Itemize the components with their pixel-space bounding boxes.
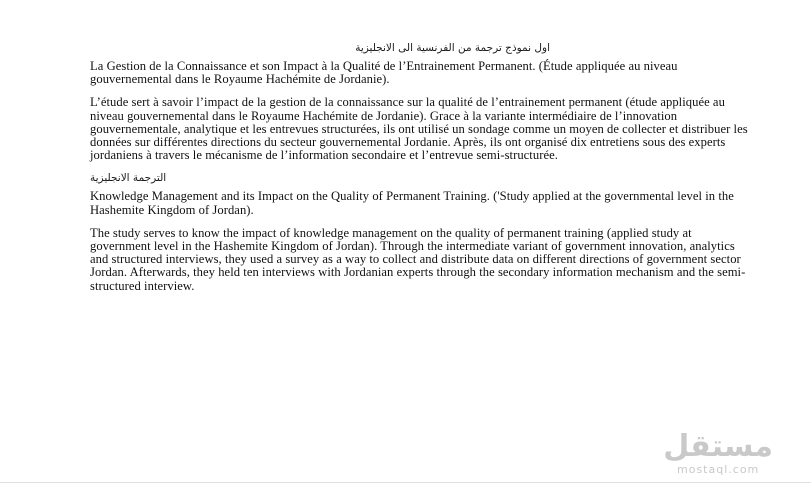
french-title: La Gestion de la Connaissance et son Impact à la Qualité de l’Entrainement Permanent. (Étude appliquée au niveau gouvernemental dans le Royaume Hachémite de Jordanie). [90,59,678,87]
translation-label [90,172,750,184]
watermark-brand-arabic: مستقل [663,429,773,464]
english-title: Knowledge Management and its Impact on the Quality of Permanent Training. ('Study applied at the governmental level in the Hashemite Kingdom of Jordan). [90,189,734,217]
watermark-brand-url: mostaql.com [677,463,760,476]
document-page [90,42,750,303]
arabic-heading: اول نموذج ترجمة من الفرنسية الى الانجليزية [355,42,550,54]
mostaql-watermark [663,429,773,476]
bottom-divider [0,482,811,483]
translation-label-text: الترجمة الانجليزية [90,172,167,185]
french-paragraph: L’étude sert à savoir l’impact de la gestion de la connaissance sur la qualité de l’entrainement permanent (étude appliquée au niveau gouvernemental dans le Royaume Hachémite de Jordanie). Grace à la variante intermédiaire de l’innovation gouvernementale, analytique et les entrevues structurées, ils ont utilisé un sondage comme un moyen de collecter et distribuer les données sur différentes directions du secteur gouvernemental Jordanie. Après, ils ont organisé dix entretiens sous des experts jordaniens à travers le mécanisme de l’information secondaire et l’entrevue semi-structurée. [90,95,748,163]
english-paragraph: The study serves to know the impact of knowledge management on the quality of permanent training (applied study at government level in the Hashemite Kingdom of Jordan). Through the intermediate variant of government innovation, analytics and structured interviews, they used a survey as a way to collect and distribute data on different directions of government sector Jordan. Afterwards, they held ten interviews with Jordanian experts through the secondary information mechanism and the semi-structured interview. [90,225,746,293]
